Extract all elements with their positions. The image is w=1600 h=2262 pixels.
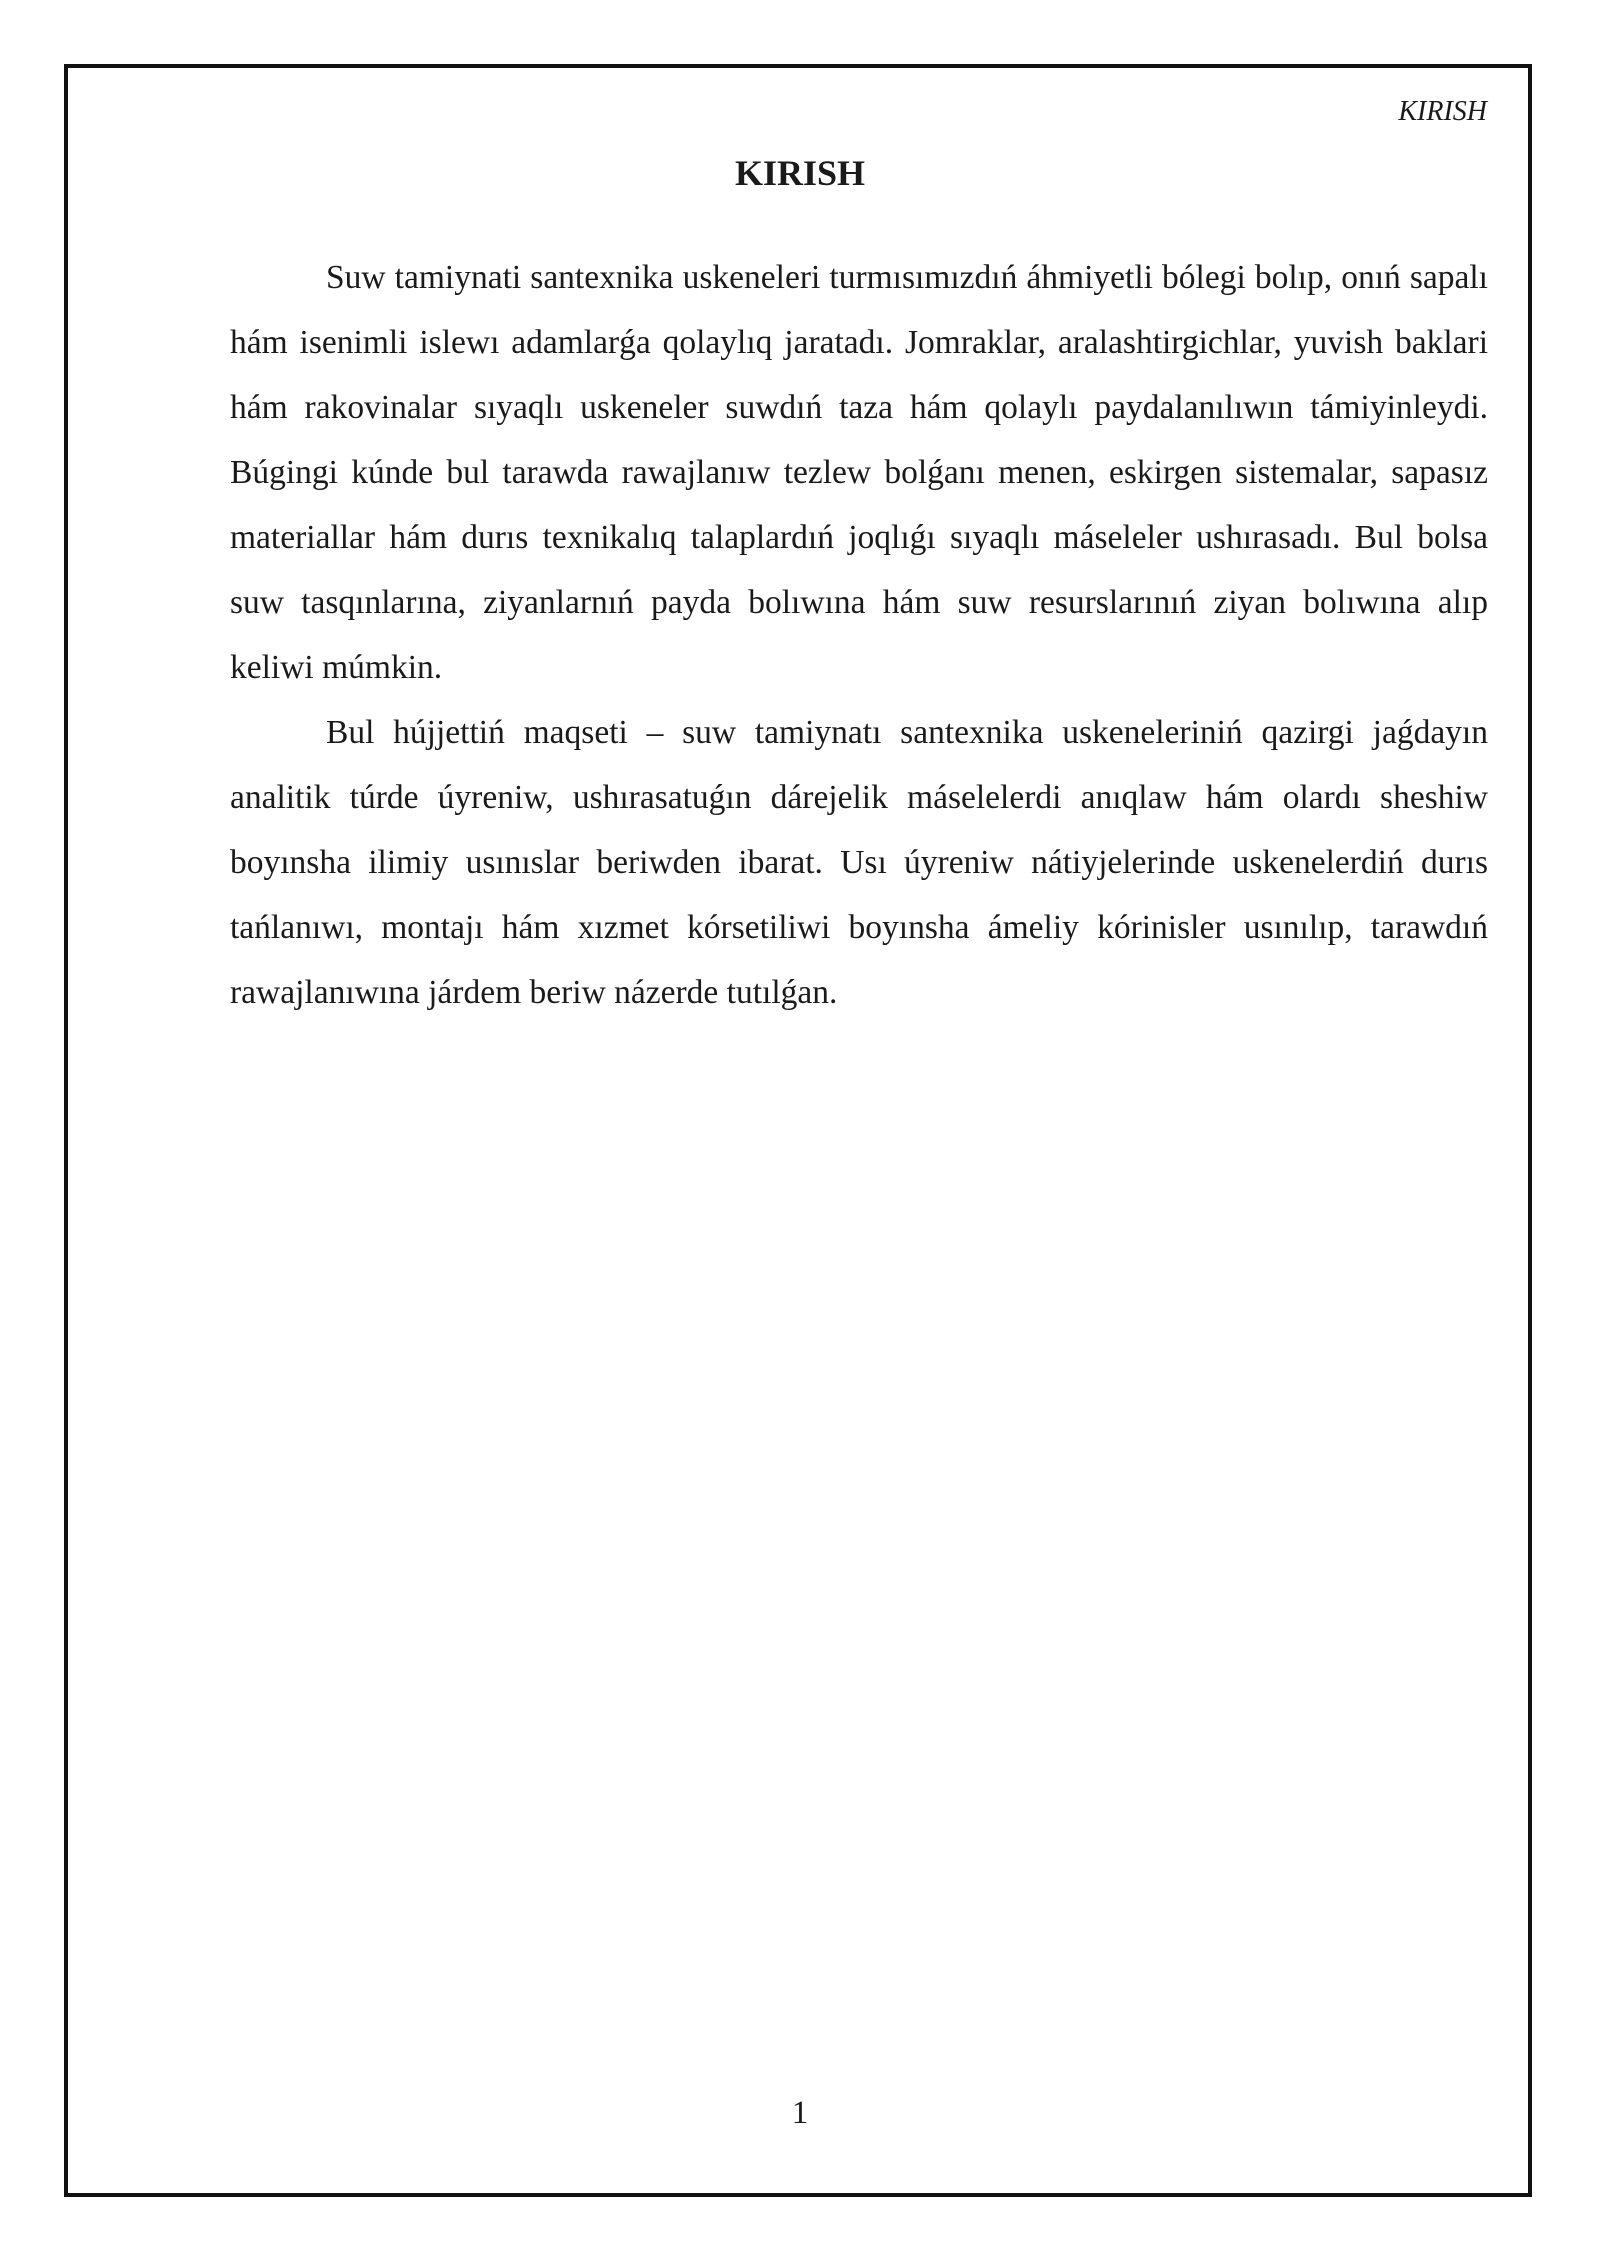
running-header: KIRISH — [1398, 96, 1487, 127]
page-title: KIRISH — [734, 153, 866, 193]
document-body — [230, 245, 1488, 1025]
page-number: 1 — [791, 2095, 809, 2131]
body-paragraph-2: Bul hújjettiń maqseti – suw tamiynatı santexnika uskeneleriniń qazirgi jaǵdayın analitik túrde úyreniw, ushırasatuǵın dárejelik máselelerdi anıqlaw hám olardı sheshiw boyınsha ilimiy usınıslar beriwden ibarat. Usı úyreniw nátiyjelerinde uskenelerdiń durıs tańlanıwı, montajı hám xızmet kórsetiliwi boyınsha ámeliy kórinisler usınılıp, tarawdıń rawajlanıwına járdem beriw názerde tutılǵan. — [230, 714, 1488, 1011]
body-paragraph-1: Suw tamiynati santexnika uskeneleri turmısımızdıń áhmiyetli bólegi bolıp, onıń sapalı hám isenimli islewı adamlarǵa qolaylıq jaratadı. Jomraklar, aralashtirgichlar, yuvish baklari hám rakovinalar sıyaqlı uskeneler suwdıń taza hám qolaylı paydalanılıwın támiyinleydi. Búgingi kúnde bul tarawda rawajlanıw tezlew bolǵanı menen, eskirgen sistemalar, sapasız materiallar hám durıs texnikalıq talaplardıń joqlıǵı sıyaqlı máseleler ushırasadı. Bul bolsa suw tasqınlarına, ziyanlarnıń payda bolıwına hám suw resurslarınıń ziyan bolıwına alıp keliwi múmkin. — [230, 259, 1488, 686]
